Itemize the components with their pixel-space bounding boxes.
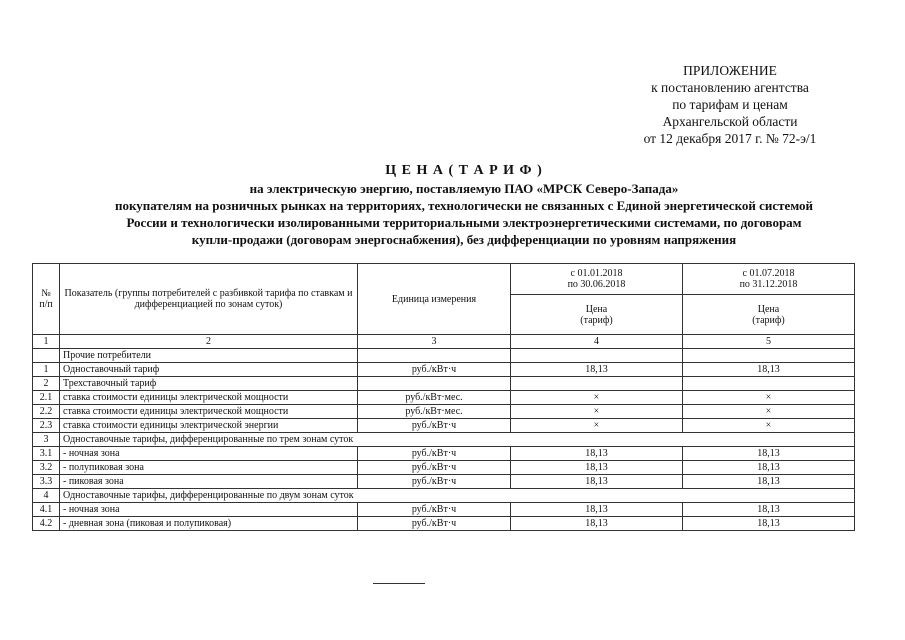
row-unit: руб./кВт·ч	[358, 447, 511, 461]
tariff-table	[32, 263, 855, 531]
header-indicator-text: Показатель (группы потребителей с разбивкой тарифа по ставкам и дифференциацией по зонам суток)	[64, 288, 353, 310]
row-price-1	[511, 349, 683, 363]
header-row	[33, 264, 855, 295]
row-unit: руб./кВт·ч	[358, 503, 511, 517]
row-price-2: 18,13	[683, 475, 855, 489]
appendix-line: к постановлению агентства	[651, 80, 809, 95]
header-num-text: № п/п	[39, 288, 53, 310]
row-number: 2.3	[33, 419, 60, 433]
row-price-1: ×	[511, 391, 683, 405]
column-number: 4	[511, 335, 683, 349]
row-number: 4.2	[33, 517, 60, 531]
header-period-2	[683, 264, 855, 295]
table-row	[33, 503, 855, 517]
document-title	[100, 162, 828, 248]
row-number: 3.1	[33, 447, 60, 461]
header-price-2	[683, 295, 855, 335]
title-line: покупателям на розничных рынках на территориях, технологически не связанных с Единой энергетической системой	[114, 198, 813, 213]
row-price-2: 18,13	[683, 461, 855, 475]
table-row	[33, 433, 855, 447]
row-number: 3.3	[33, 475, 60, 489]
header-price-2-text: Цена (тариф)	[752, 303, 785, 326]
column-number: 5	[683, 335, 855, 349]
table-row	[33, 377, 855, 391]
table-row	[33, 419, 855, 433]
row-name: - ночная зона	[60, 447, 358, 461]
row-unit	[358, 377, 511, 391]
header-unit-text: Единица измерения	[391, 293, 477, 305]
row-price-1: ×	[511, 419, 683, 433]
header-indicator	[60, 264, 358, 335]
row-price-1: 18,13	[511, 475, 683, 489]
row-name: - дневная зона (пиковая и полупиковая)	[60, 517, 358, 531]
row-unit: руб./кВт·ч	[358, 363, 511, 377]
row-price-2	[683, 349, 855, 363]
appendix-line: ПРИЛОЖЕНИЕ	[683, 63, 777, 78]
row-price-2: 18,13	[683, 517, 855, 531]
header-price-1-text: Цена (тариф)	[580, 303, 613, 326]
row-price-1: 18,13	[511, 503, 683, 517]
header-unit	[358, 264, 511, 335]
row-price-1: 18,13	[511, 461, 683, 475]
title-line: на электрическую энергию, поставляемую ПАО «МРСК Северо-Запада»	[249, 181, 679, 196]
row-price-2: 18,13	[683, 363, 855, 377]
row-name: ставка стоимости единицы электрической мощности	[60, 391, 358, 405]
row-number: 4.1	[33, 503, 60, 517]
footer-divider	[373, 583, 425, 584]
row-price-2	[683, 377, 855, 391]
column-number: 2	[60, 335, 358, 349]
table-row	[33, 349, 855, 363]
header-price-1	[511, 295, 683, 335]
row-name: Прочие потребители	[60, 349, 358, 363]
row-unit	[358, 349, 511, 363]
table-row	[33, 461, 855, 475]
row-unit: руб./кВт·ч	[358, 517, 511, 531]
row-price-2: 18,13	[683, 503, 855, 517]
row-price-1: ×	[511, 405, 683, 419]
table-row	[33, 405, 855, 419]
table-row	[33, 363, 855, 377]
row-name: Одноставочные тарифы, дифференцированные по трем зонам суток	[60, 433, 855, 447]
table-row	[33, 517, 855, 531]
column-number-row	[33, 335, 855, 349]
row-number: 1	[33, 363, 60, 377]
row-price-2: ×	[683, 391, 855, 405]
row-number: 2.2	[33, 405, 60, 419]
row-number	[33, 349, 60, 363]
row-name: ставка стоимости единицы электрической энергии	[60, 419, 358, 433]
row-price-2: ×	[683, 405, 855, 419]
title-main: Ц Е Н А ( Т А Р И Ф )	[385, 163, 543, 178]
row-number: 3.2	[33, 461, 60, 475]
row-number: 4	[33, 489, 60, 503]
tariff-table-body	[33, 264, 855, 531]
row-unit: руб./кВт·мес.	[358, 391, 511, 405]
row-name: Одноставочные тарифы, дифференцированные по двум зонам суток	[60, 489, 855, 503]
row-price-1: 18,13	[511, 363, 683, 377]
row-name: ставка стоимости единицы электрической мощности	[60, 405, 358, 419]
title-line: купли-продажи (договорам энергоснабжения), без дифференциации по уровням напряжения	[191, 232, 737, 247]
row-price-1: 18,13	[511, 447, 683, 461]
header-num	[33, 264, 60, 335]
table-row	[33, 391, 855, 405]
appendix-line: от 12 декабря 2017 г. № 72-э/1	[643, 131, 817, 146]
row-unit: руб./кВт·ч	[358, 475, 511, 489]
row-name: - полупиковая зона	[60, 461, 358, 475]
row-unit: руб./кВт·ч	[358, 461, 511, 475]
row-number: 2	[33, 377, 60, 391]
row-price-1	[511, 377, 683, 391]
row-number: 2.1	[33, 391, 60, 405]
table-row	[33, 475, 855, 489]
title-line: России и технологически изолированными территориальными электроэнергетическими системами, по договорам	[126, 215, 802, 230]
row-price-1: 18,13	[511, 517, 683, 531]
row-price-2: 18,13	[683, 447, 855, 461]
appendix-block	[600, 62, 860, 147]
row-unit: руб./кВт·мес.	[358, 405, 511, 419]
column-number: 3	[358, 335, 511, 349]
header-period-1-text: с 01.01.2018 по 30.06.2018	[567, 268, 626, 290]
row-name: Одноставочный тариф	[60, 363, 358, 377]
row-unit: руб./кВт·ч	[358, 419, 511, 433]
header-period-1	[511, 264, 683, 295]
table-row	[33, 489, 855, 503]
appendix-line: Архангельской области	[662, 114, 798, 129]
row-name: - ночная зона	[60, 503, 358, 517]
header-period-2-text: с 01.07.2018 по 31.12.2018	[739, 268, 798, 290]
row-name: Трехставочный тариф	[60, 377, 358, 391]
appendix-line: по тарифам и ценам	[672, 97, 788, 112]
row-number: 3	[33, 433, 60, 447]
row-name: - пиковая зона	[60, 475, 358, 489]
row-price-2: ×	[683, 419, 855, 433]
column-number: 1	[33, 335, 60, 349]
table-row	[33, 447, 855, 461]
